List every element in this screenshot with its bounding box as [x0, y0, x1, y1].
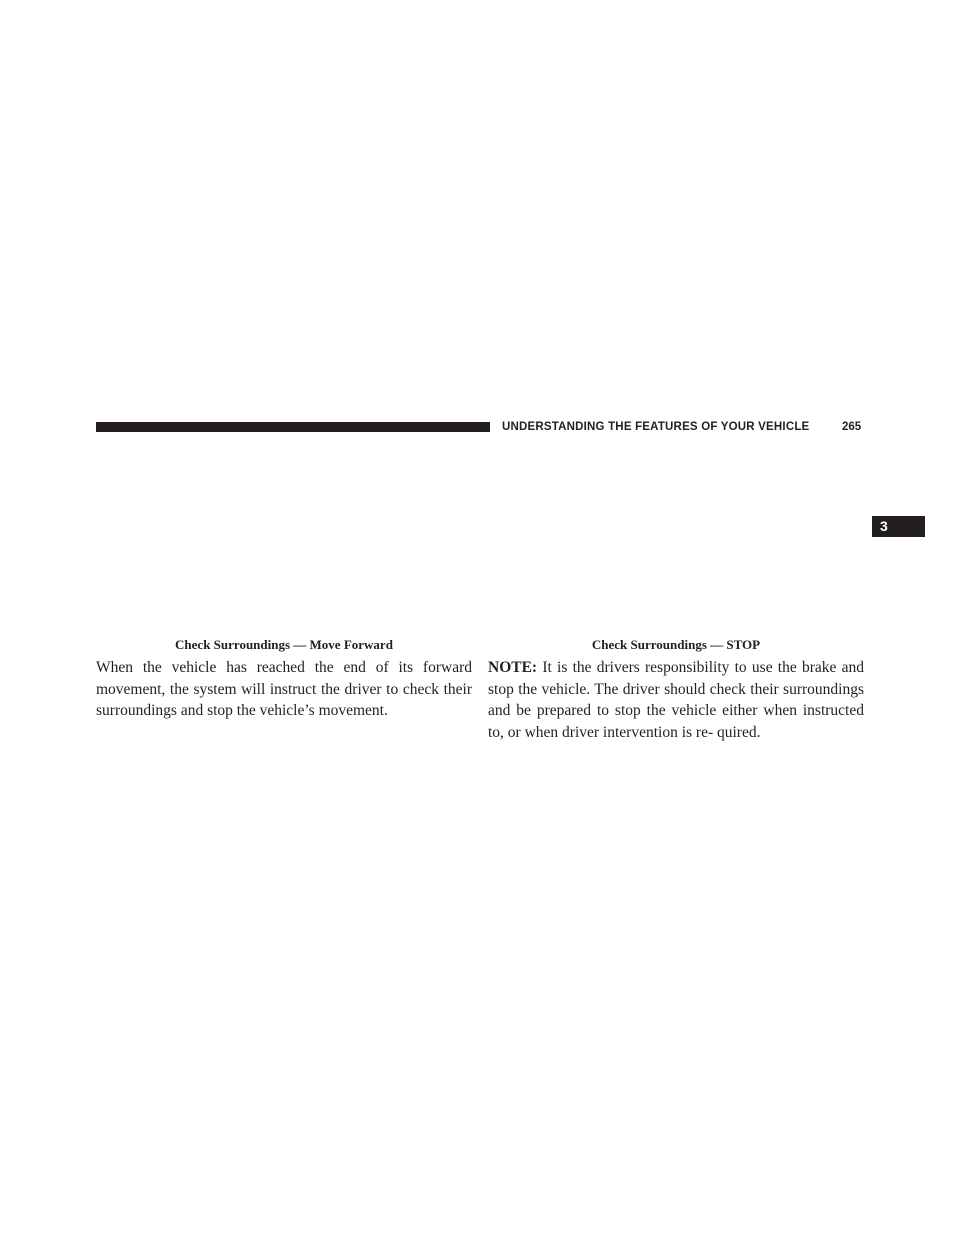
page-number: 265: [842, 421, 862, 433]
section-header-title: UNDERSTANDING THE FEATURES OF YOUR VEHICLE: [502, 421, 810, 433]
figure-caption-stop: Check Surroundings — STOP: [591, 637, 761, 652]
header-rule: [96, 422, 490, 432]
note-paragraph: [488, 657, 864, 743]
body-paragraph: When the vehicle has reached the end of its forward movement, the system will instruct the driver to check their surroundings and stop the vehicle’s movement.: [96, 659, 472, 719]
note-label: NOTE:: [488, 659, 538, 676]
chapter-tab: 3: [872, 516, 925, 537]
note-text: It is the drivers responsibility to use the brake and stop the vehicle. The driver should check their surroundings and be prepared to stop the vehicle either when instructed to, or when driver intervention is re- quired.: [488, 659, 864, 741]
figure-caption-move-forward: Check Surroundings — Move Forward: [175, 637, 393, 652]
